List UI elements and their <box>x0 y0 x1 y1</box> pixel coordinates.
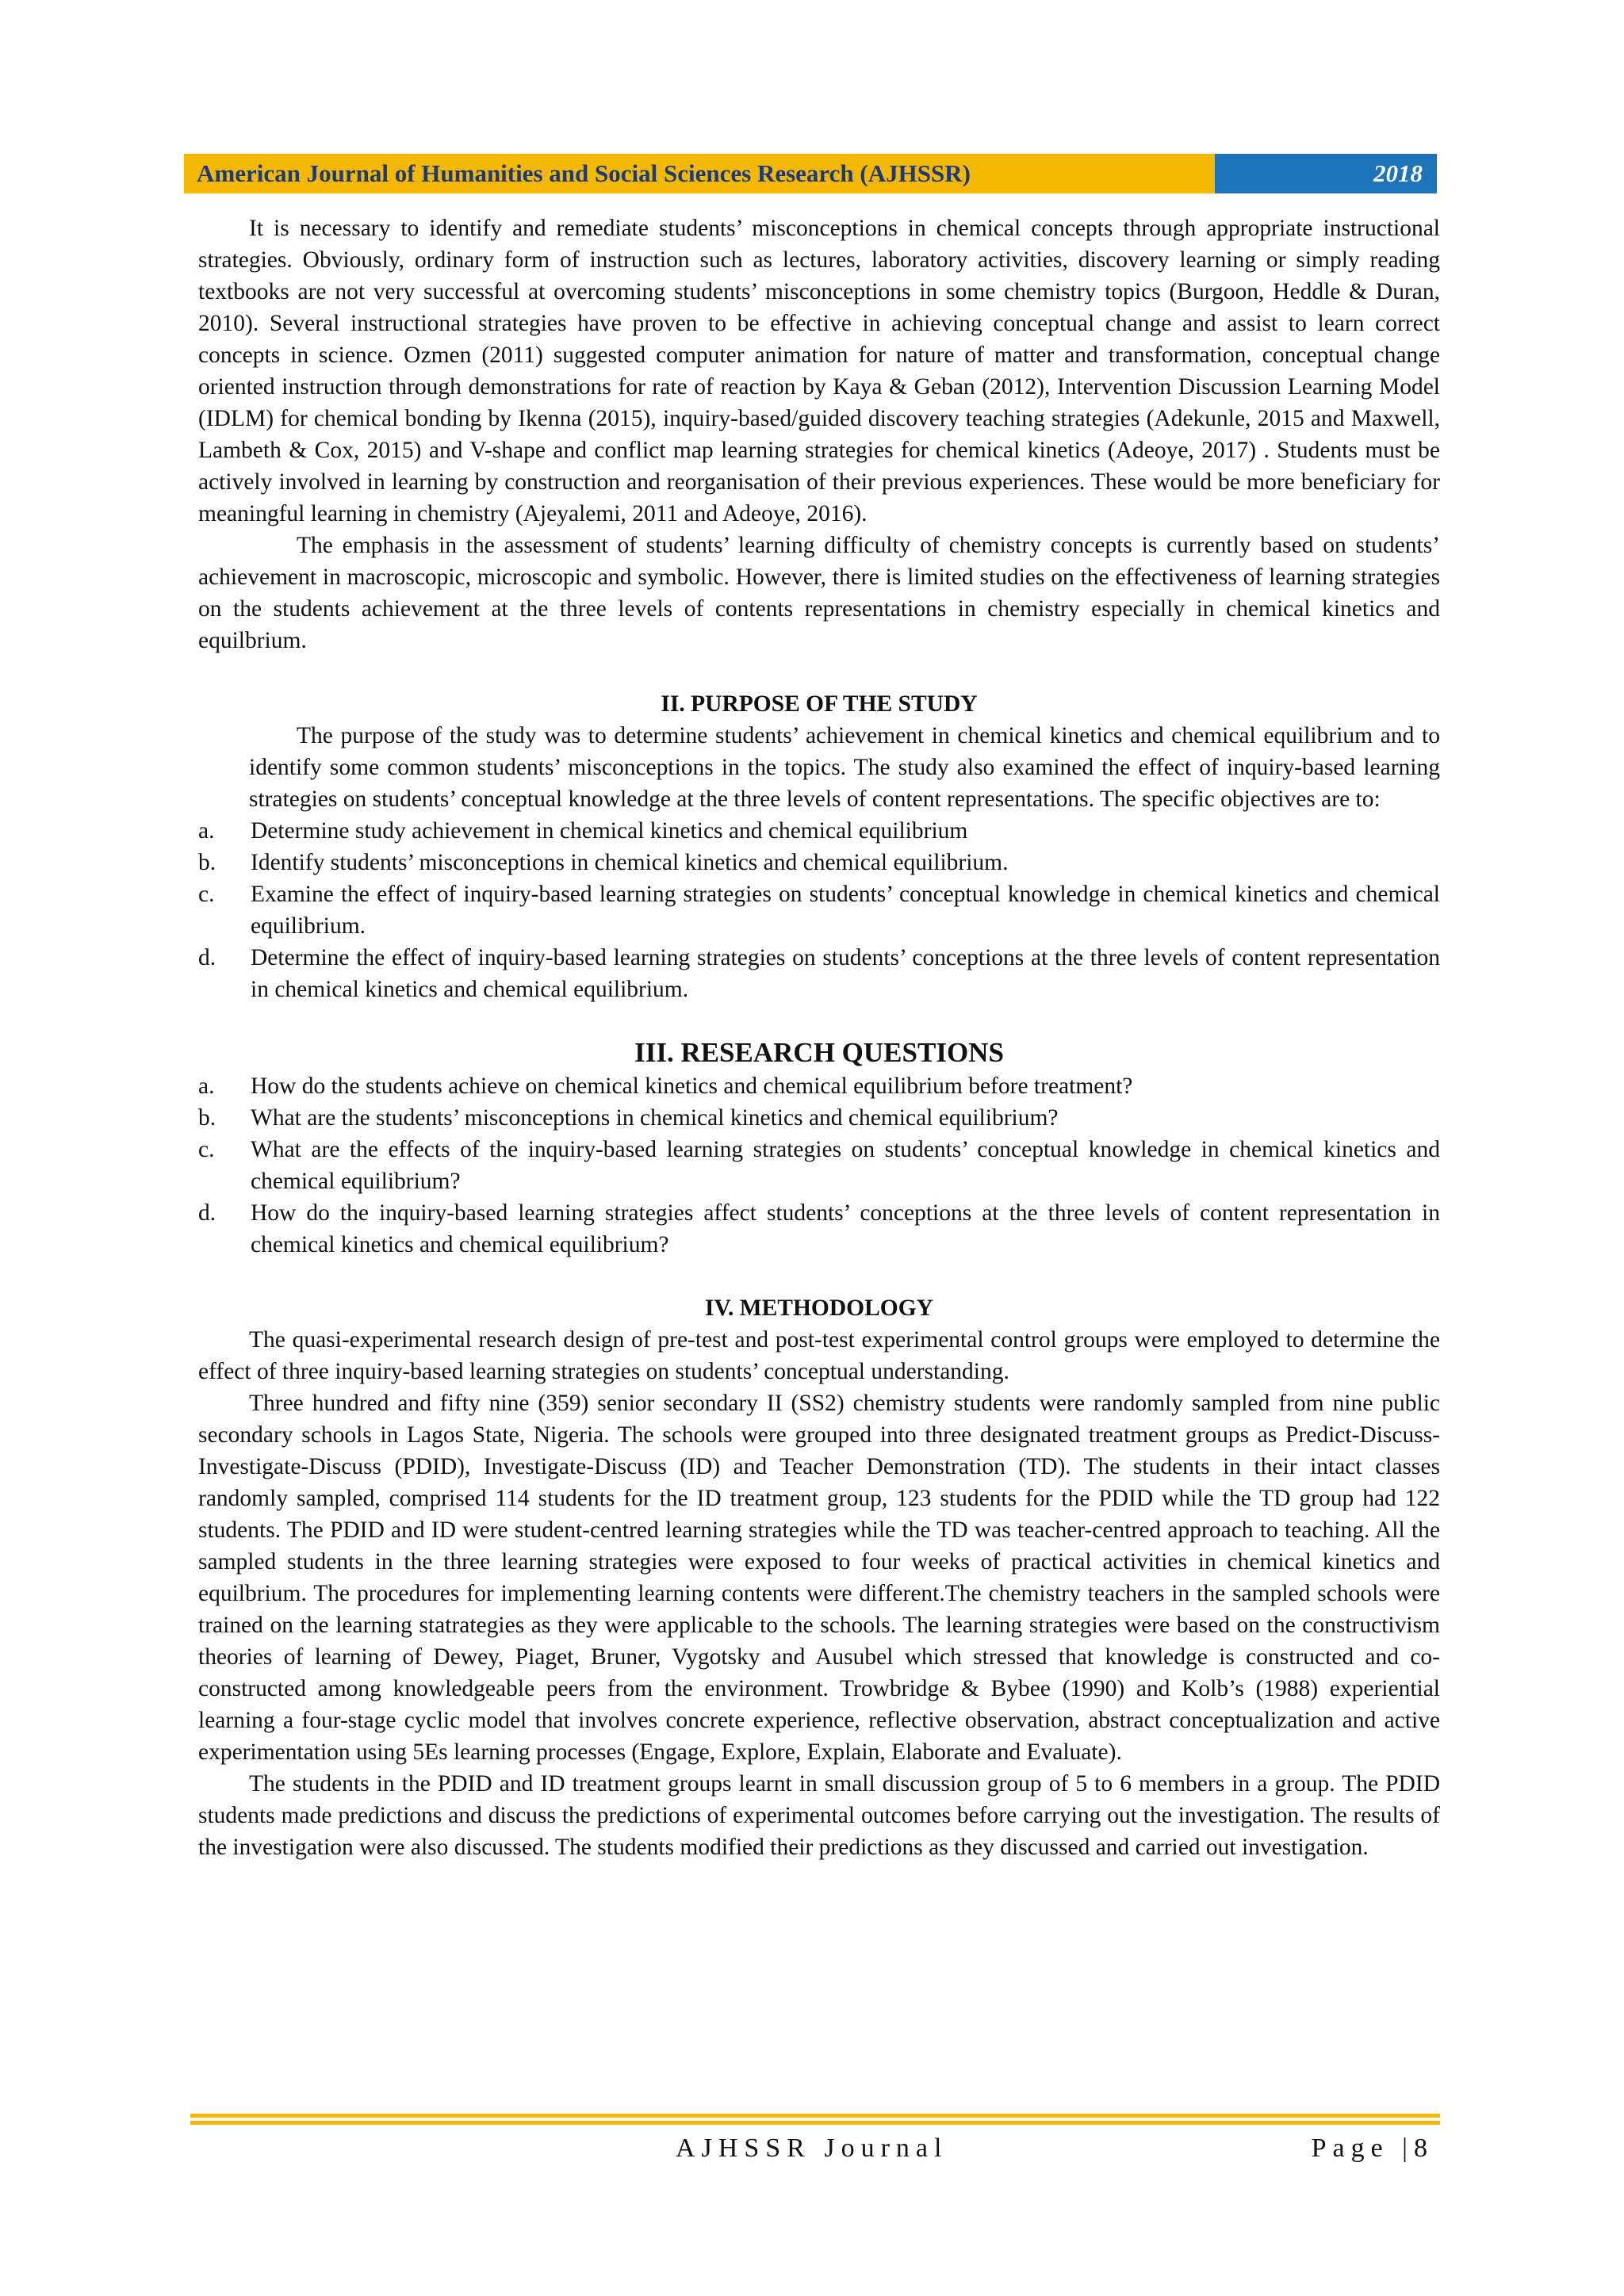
section-heading-research-questions: III. RESEARCH QUESTIONS <box>634 1037 1004 1068</box>
list-marker: b. <box>198 1105 216 1131</box>
page-footer <box>190 2130 1440 2168</box>
list-marker: c. <box>198 882 215 907</box>
list-text: How do the students achieve on chemical kinetics and chemical equilibrium before treatment? <box>251 1073 1133 1099</box>
footer-page-number: Page |8 <box>1311 2133 1434 2163</box>
purpose-paragraph: The purpose of the study was to determine students’ achievement in chemical kinetics and chemical equilibrium and to identify some common students’ misconceptions in the topics. The study also examined the effect of inquiry-based learning strategies on students’ conceptual knowledge at the three levels of content representations. The specific objectives are to: <box>249 723 1440 812</box>
list-text: What are the effects of the inquiry-based learning strategies on students’ conceptual knowledge in chemical kinetics and chemical equilibrium? <box>251 1137 1440 1194</box>
list-text: Examine the effect of inquiry-based learning strategies on students’ conceptual knowledge in chemical kinetics and chemical equilibrium. <box>251 882 1440 939</box>
running-header <box>184 154 1437 193</box>
journal-title: American Journal of Humanities and Social Sciences Research (AJHSSR) <box>184 154 1215 193</box>
list-text: How do the inquiry-based learning strategies affect students’ conceptions at the three levels of content representation in chemical kinetics and chemical equilibrium? <box>251 1200 1440 1257</box>
objectives-list <box>198 815 1440 1005</box>
footer-journal-name: AJHSSR Journal <box>676 2133 948 2163</box>
list-marker: a. <box>198 818 215 844</box>
list-item <box>198 815 1440 847</box>
list-text: Determine study achievement in chemical kinetics and chemical equilibrium <box>251 818 968 844</box>
list-marker: d. <box>198 1200 216 1226</box>
list-text: What are the students’ misconceptions in chemical kinetics and chemical equilibrium? <box>251 1105 1059 1131</box>
intro-paragraph-2: The emphasis in the assessment of students’ learning difficulty of chemistry concepts is currently based on students’ achievement in macroscopic, microscopic and symbolic. However, there is limited studies on the effectiveness of learning strategies on the students achievement at the three levels of contents representations in chemistry especially in chemical kinetics and equilbrium. <box>198 533 1440 653</box>
section-heading-methodology: IV. METHODOLOGY <box>705 1295 933 1321</box>
list-text: Identify students’ misconceptions in chemical kinetics and chemical equilibrium. <box>251 850 1009 875</box>
header-year: 2018 <box>1215 154 1437 193</box>
footer-rule <box>190 2114 1440 2118</box>
list-item <box>198 1070 1440 1102</box>
research-questions-list <box>198 1070 1440 1261</box>
list-text: Determine the effect of inquiry-based learning strategies on students’ conceptions at the three levels of content representation in chemical kinetics and chemical equilibrium. <box>251 945 1440 1002</box>
list-marker: c. <box>198 1137 215 1162</box>
list-marker: d. <box>198 945 216 970</box>
list-item <box>198 1102 1440 1134</box>
footer-rule <box>190 2121 1440 2125</box>
page-body <box>198 212 1440 1863</box>
list-item <box>198 942 1440 1005</box>
list-marker: a. <box>198 1073 215 1099</box>
list-item <box>198 878 1440 942</box>
methodology-paragraph-2: Three hundred and fifty nine (359) senior secondary II (SS2) chemistry students were randomly sampled from nine public secondary schools in Lagos State, Nigeria. The schools were grouped into three designated treatment groups as Predict-Discuss-Investigate-Discuss (PDID), Investigate-Discuss (ID) and Teacher Demonstration (TD). The students in their intact classes randomly sampled, comprised 114 students for the ID treatment group, 123 students for the PDID while the TD group had 122 students. The PDID and ID were student-centred learning strategies while the TD was teacher-centred approach to teaching. All the sampled students in the three learning strategies were exposed to four weeks of practical activities in chemical kinetics and equilbrium. The procedures for implementing learning contents were different.The chemistry teachers in the sampled schools were trained on the learning statrategies as they were applicable to the schools. The learning strategies were based on the constructivism theories of learning of Dewey, Piaget, Bruner, Vygotsky and Ausubel which stressed that knowledge is constructed and co-constructed among knowledgeable peers from the environment. Trowbridge & Bybee (1990) and Kolb’s (1988) experiential learning a four-stage cyclic model that involves concrete experience, reflective observation, abstract conceptualization and active experimentation using 5Es learning processes (Engage, Explore, Explain, Elaborate and Evaluate). <box>198 1391 1440 1765</box>
section-heading-purpose: II. PURPOSE OF THE STUDY <box>661 691 978 717</box>
list-item <box>198 1134 1440 1197</box>
methodology-paragraph-1: The quasi-experimental research design of pre-test and post-test experimental control groups were employed to determine the effect of three inquiry-based learning strategies on students’ conceptual understanding. <box>198 1327 1440 1384</box>
intro-paragraph-1: It is necessary to identify and remediate students’ misconceptions in chemical concepts through appropriate instructional strategies. Obviously, ordinary form of instruction such as lectures, laboratory activities, discovery learning or simply reading textbooks are not very successful at overcoming students’ misconceptions in some chemistry topics (Burgoon, Heddle & Duran, 2010). Several instructional strategies have proven to be effective in achieving conceptual change and assist to learn correct concepts in science. Ozmen (2011) suggested computer animation for nature of matter and transformation, conceptual change oriented instruction through demonstrations for rate of reaction by Kaya & Geban (2012), Intervention Discussion Learning Model (IDLM) for chemical bonding by Ikenna (2015), inquiry-based/guided discovery teaching strategies (Adekunle, 2015 and Maxwell, Lambeth & Cox, 2015) and V-shape and conflict map learning strategies for chemical kinetics (Adeoye, 2017) . Students must be actively involved in learning by construction and reorganisation of their previous experiences. These would be more beneficiary for meaningful learning in chemistry (Ajeyalemi, 2011 and Adeoye, 2016). <box>198 216 1440 526</box>
list-item <box>198 1197 1440 1261</box>
list-item <box>198 847 1440 878</box>
list-marker: b. <box>198 850 216 875</box>
methodology-paragraph-3: The students in the PDID and ID treatment groups learnt in small discussion group of 5 to 6 members in a group. The PDID students made predictions and discuss the predictions of experimental outcomes before carrying out the investigation. The results of the investigation were also discussed. The students modified their predictions as they discussed and carried out investigation. <box>198 1771 1440 1860</box>
